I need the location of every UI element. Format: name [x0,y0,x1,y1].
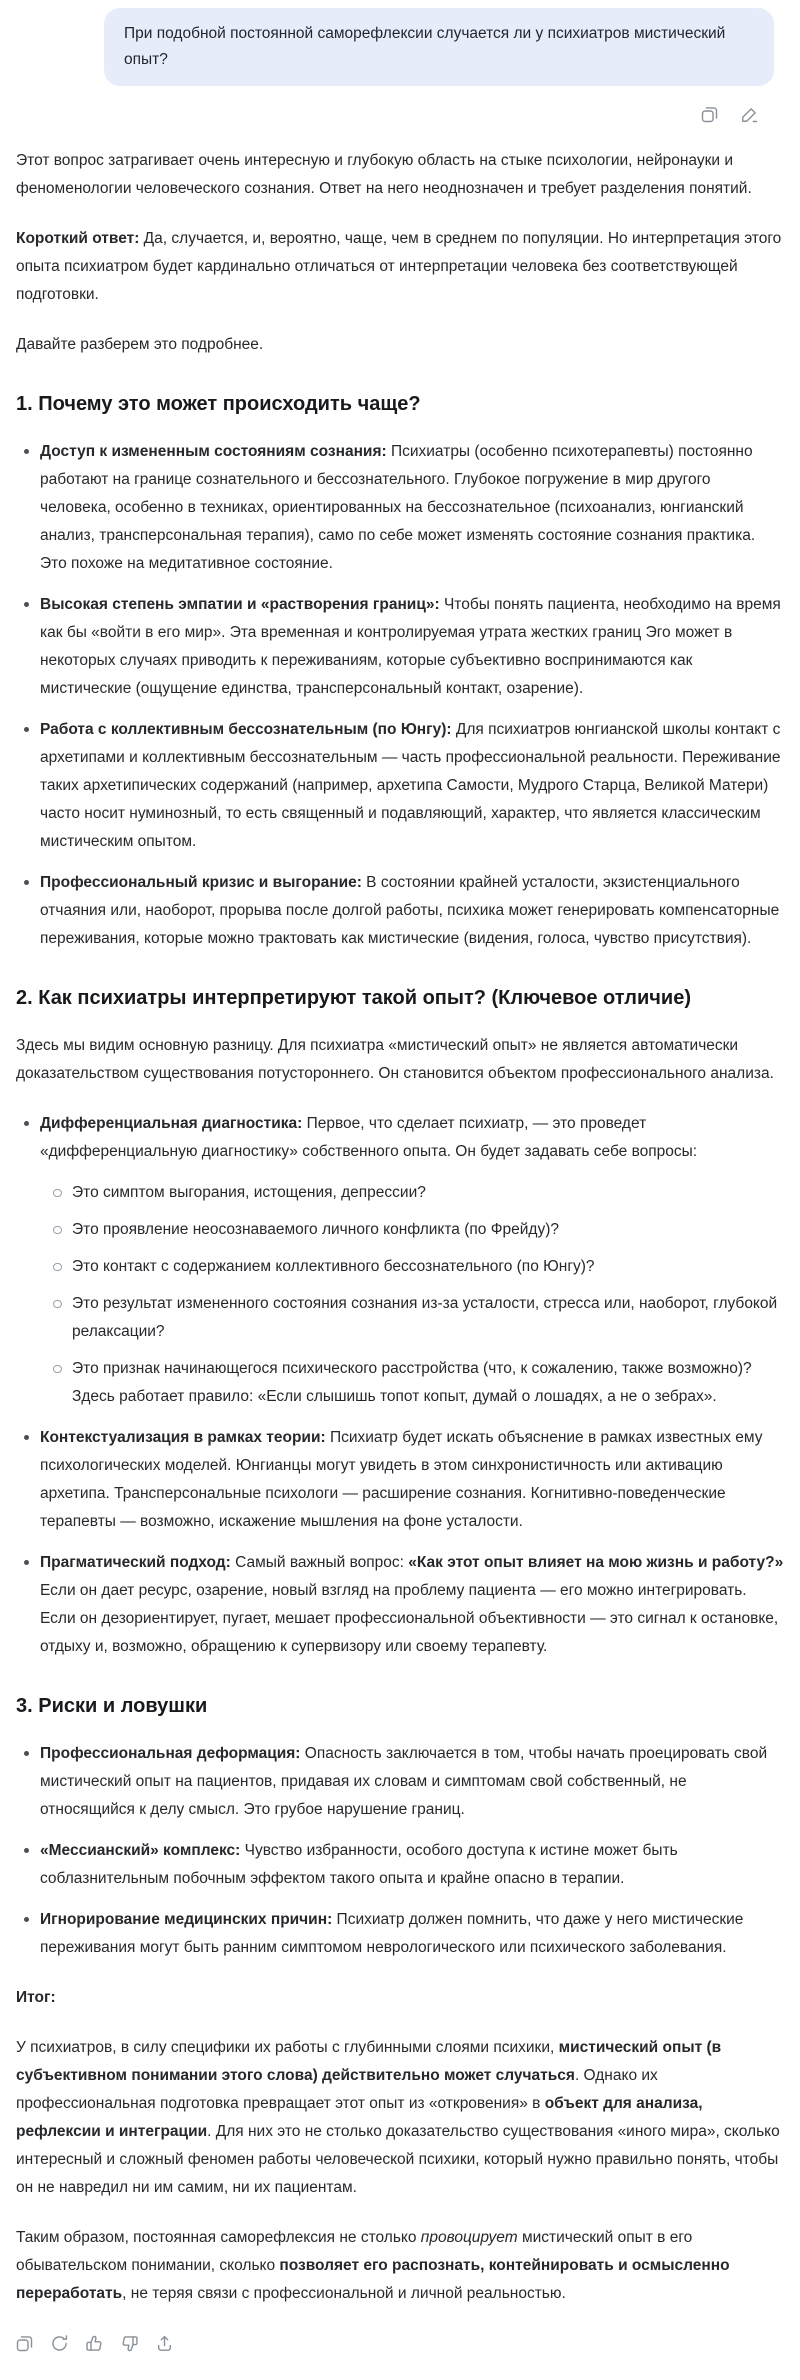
user-message-bubble [104,8,774,86]
list-item [22,591,784,703]
text-run: Если он дает ресурс, озарение, новый взгляд на проблему пациента — его можно интегрировать. Если он дезориентирует, пугает, мешает профессиональной объективности — это сигнал к остановке, отдыху и, возможно, обращению к супервизору или своему терапевту. [40,1582,779,1655]
list-item [22,1424,784,1536]
paragraph [16,1984,784,2012]
sub-bullet-list [40,1179,784,1411]
share-response-button[interactable] [151,2330,177,2356]
sub-list-item [52,1216,784,1244]
bold-text: Итог: [16,1989,56,2006]
regenerate-icon [49,2333,70,2354]
paragraph [16,2224,784,2308]
list-item [22,1740,784,1824]
list-item [22,438,784,578]
text-run: Давайте разберем это подробнее. [16,336,264,353]
text-run: мистический опыт в его обывательском понимании, сколько [16,2229,693,2274]
section-heading [16,985,784,1012]
text-run: Таким образом, постоянная саморефлексия не столько [16,2229,421,2246]
paragraph [16,331,784,359]
thumbs-down-icon [119,2333,140,2354]
text-run: Это контакт с содержанием коллективного бессознательного (по Юнгу)? [72,1258,595,1275]
text-run: Опасность заключается в том, чтобы начать проецировать свой мистический опыт на пациентов, придавая их словам и симптомам свой собственный, не относящийся к делу смысл. Это грубое нарушение границ. [40,1745,768,1818]
text-run: Здесь мы видим основную разницу. Для психиатра «мистический опыт» не является автоматически доказательством существования потустороннего. Он становится объектом профессионального анализа. [16,1037,774,1082]
text-run: Это симптом выгорания, истощения, депрессии? [72,1184,426,1201]
list-item [22,1549,784,1661]
list-item [22,1837,784,1893]
bold-text: Прагматический подход: [40,1554,231,1571]
bold-text: Контекстуализация в рамках теории: [40,1429,326,1446]
bold-text: позволяет его распознать, контейнировать и осмысленно переработать [16,2257,730,2302]
edit-user-message-button[interactable] [736,101,762,127]
copy-icon [14,2333,35,2354]
sub-list-item [52,1290,784,1346]
bold-text: Короткий ответ: [16,230,140,247]
section-heading [16,391,784,418]
share-icon [154,2333,175,2354]
list-item [22,1110,784,1411]
bold-text: Профессиональная деформация: [40,1745,301,1762]
bold-text: «Мессианский» комплекс: [40,1842,241,1859]
text-run: Для психиатров юнгианской школы контакт с архетипами и коллективным бессознательным — часть профессиональной реальности. Переживание таких архетипических содержаний (например, архетипа Самости, Мудрого Старца, Великой Матери) часто носит нуминозный, то есть священный и подавляющий, характер, что является классическим мистическим опытом. [40,721,781,850]
regenerate-response-button[interactable] [46,2330,72,2356]
text-run: Это проявление неосознаваемого личного конфликта (по Фрейду)? [72,1221,559,1238]
text-run: . Для них это не столько доказательство существования «иного мира», сколько интересный и сложный феномен работы человеческой психики, который нужно правильно понять, чтобы он не навредил ни им самим, ни их пациентам. [16,2123,780,2196]
text-run: . Однако их профессиональная подготовка превращает этот опыт из «откровения» в [16,2067,658,2112]
italic-text: провоцирует [420,2229,518,2246]
text-run: Этот вопрос затрагивает очень интересную и глубокую область на стыке психологии, нейронауки и феноменологии человеческого сознания. Ответ на него неоднозначен и требует разделения понятий. [16,152,752,197]
text-run: Первое, что сделает психиатр, — это проведет «дифференциальную диагностику» собственного опыта. Он будет задавать себе вопросы: [40,1115,698,1160]
bold-text: Доступ к измененным состояниям сознания: [40,443,387,460]
thumbs-up-icon [84,2333,105,2354]
bold-text: Работа с коллективным бессознательным (по Юнгу): [40,721,452,738]
text-run: В состоянии крайней усталости, экзистенциального отчаяния или, наоборот, прорыва после долгой работы, психика может генерировать компенсаторные переживания, которые можно трактовать как мистические (видения, голоса, чувство присутствия). [40,874,780,947]
bold-text: «Как этот опыт влияет на мою жизнь и работу?» [408,1554,784,1571]
copy-icon [699,104,720,125]
sub-list-item [52,1253,784,1281]
assistant-message [16,147,784,2308]
text-run: 3. Риски и ловушки [16,1695,208,1717]
paragraph [16,225,784,309]
text-run: Психиатр будет искать объяснение в рамках известных ему психологических моделей. Юнгианцы могут увидеть в этом синхронистичность или активацию архетипа. Трансперсональные психологи — расширение сознания. Когнитивно-поведенческие терапевты — возможно, искажение мышления на фоне усталости. [40,1429,763,1530]
bullet-list [16,438,784,953]
bold-text: мистический опыт (в субъективном понимании этого слова) действительно может случаться [16,2039,722,2084]
thumbs-up-button[interactable] [81,2330,107,2356]
text-run: Чувство избранности, особого доступа к истине может быть соблазнительным побочным эффектом такого опыта и крайне опасно в терапии. [40,1842,678,1887]
paragraph [16,147,784,203]
text-run: Да, случается, и, вероятно, чаще, чем в среднем по популяции. Но интерпретация этого опыта психиатром будет кардинально отличаться от интерпретации человека без соответствующей подготовки. [16,230,782,303]
edit-icon [739,104,760,125]
bullet-list [16,1110,784,1661]
text-run: У психиатров, в силу специфики их работы с глубинными слоями психики, [16,2039,559,2056]
bold-text: Профессиональный кризис и выгорание: [40,874,362,891]
user-message-text: При подобной постоянной саморефлексии случается ли у психиатров мистический опыт? [124,25,726,68]
list-item [22,716,784,856]
text-run: Чтобы понять пациента, необходимо на время как бы «войти в его мир». Эта временная и контролируемая утрата жестких границ Эго может в некоторых случаях приводить к переживаниям, которые субъективно воспринимаются как мистические (ощущение единства, трансперсональный контакт, озарение). [40,596,781,697]
bullet-list [16,1740,784,1962]
text-run: , не теряя связи с профессиональной и личной реальностью. [122,2285,566,2302]
sub-list-item [52,1355,784,1411]
text-run: Это результат измененного состояния сознания из-за усталости, стресса или, наоборот, глубокой релаксации? [72,1295,778,1340]
text-run: Самый важный вопрос: [230,1554,409,1571]
paragraph [16,2034,784,2202]
text-run: 2. Как психиатры интерпретируют такой опыт? (Ключевое отличие) [16,987,691,1009]
list-item [22,1906,784,1962]
list-item [22,869,784,953]
text-run: 1. Почему это может происходить чаще? [16,393,421,415]
text-run: Психиатры (особенно психотерапевты) постоянно работают на границе сознательного и бессознательного. Глубокое погружение в мир другого человека, особенно в техниках, ориентированных на бессознательное (психоанализ, юнгианский анализ, трансперсональная терапия), само по себе может изменять состояние сознания практика. Это похоже на медитативное состояние. [40,443,756,572]
user-message-row [16,8,774,86]
text-run: Это признак начинающегося психического расстройства (что, к сожалению, также возможно)? Здесь работает правило: «Если слышишь топот копыт, думай о лошадях, а не о зебрах». [72,1360,752,1405]
thumbs-down-button[interactable] [116,2330,142,2356]
copy-user-message-button[interactable] [696,101,722,127]
section-heading [16,1693,784,1720]
user-message-actions [16,101,762,127]
bold-text: объект для анализа, рефлексии и интеграции [16,2095,703,2140]
bold-text: Игнорирование медицинских причин: [40,1911,333,1928]
assistant-message-actions [11,2330,784,2356]
copy-response-button[interactable] [11,2330,37,2356]
text-run: Психиатр должен помнить, что даже у него мистические переживания могут быть ранним симптомом неврологического или психического заболевания. [40,1911,744,1956]
sub-list-item [52,1179,784,1207]
bold-text: Высокая степень эмпатии и «растворения границ»: [40,596,440,613]
paragraph [16,1032,784,1088]
bold-text: Дифференциальная диагностика: [40,1115,303,1132]
